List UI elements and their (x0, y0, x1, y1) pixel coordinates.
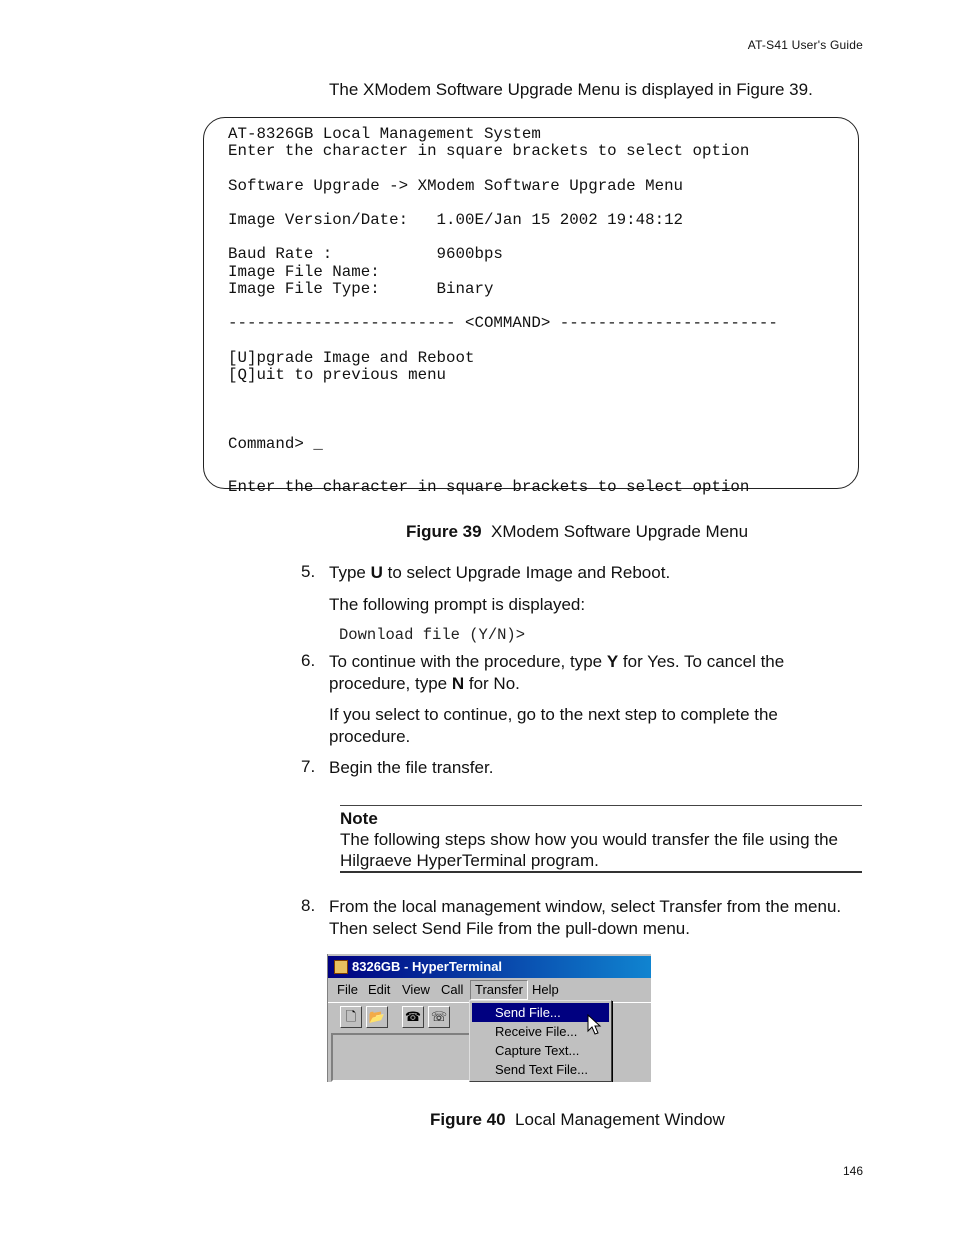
step-5-text (329, 562, 869, 584)
terminal-line: Image Version/Date: 1.00E/Jan 15 2002 19:48:12 (228, 211, 684, 230)
note-text: The following steps show how you would transfer the file using the Hilgraeve HyperTerminal program. (340, 830, 838, 870)
figure-label: Figure 39 (406, 522, 482, 541)
step-8-text: From the local management window, select Transfer from the menu. Then select Send File from the pull-down menu. (329, 897, 842, 938)
figure-title: Local Management Window (515, 1110, 725, 1129)
terminal-line: Image File Name: (228, 262, 380, 281)
call-phone-icon[interactable]: ☎ (402, 1006, 424, 1028)
step-text-part: to select Upgrade Image and Reboot. (382, 563, 671, 582)
step-number: 8. (301, 896, 316, 915)
transfer-dropdown-menu (469, 1000, 612, 1082)
terminal-line: Enter the character in square brackets to select option (228, 142, 750, 161)
step-text-part: for No. (464, 674, 520, 693)
step-7-text: Begin the file transfer. (329, 758, 494, 777)
terminal-screen-text (228, 126, 778, 496)
terminal-line: Image File Type: Binary (228, 279, 494, 298)
terminal-line: Enter the character in square brackets to select option (228, 478, 750, 497)
hangup-phone-icon[interactable]: ☏ (428, 1006, 450, 1028)
step-text-part: To continue with the procedure, type (329, 652, 607, 671)
step-number: 5. (301, 562, 316, 581)
terminal-client-area[interactable] (331, 1033, 481, 1082)
key-u: U (370, 563, 383, 582)
open-folder-icon[interactable]: 📂 (366, 1006, 388, 1028)
page-number: 146 (842, 1164, 863, 1178)
menu-transfer[interactable]: Transfer (470, 980, 528, 1000)
figure-40-caption (430, 1110, 725, 1130)
step-6-follow: If you select to continue, go to the next step to complete the procedure. (329, 705, 778, 746)
step-number: 6. (301, 651, 316, 670)
terminal-line: Software Upgrade -> XModem Software Upgrade Menu (228, 176, 684, 195)
terminal-line: [U]pgrade Image and Reboot (228, 348, 475, 367)
terminal-line: [Q]uit to previous menu (228, 365, 447, 384)
figure-title: XModem Software Upgrade Menu (491, 522, 749, 541)
terminal-line: AT-8326GB Local Management System (228, 125, 541, 143)
step-6-text (329, 651, 809, 695)
figure-39-caption (406, 522, 748, 542)
menu-bar (328, 979, 651, 1001)
hyperterminal-window (325, 954, 651, 1082)
hyperterminal-app-icon (334, 960, 348, 974)
key-n: N (451, 674, 465, 693)
menu-help[interactable]: Help (532, 982, 559, 997)
step-text-part: for Yes. To cancel the procedure, type (329, 652, 785, 693)
menu-edit[interactable]: Edit (368, 982, 391, 997)
step-text-part: Type (329, 563, 371, 582)
terminal-line: Baud Rate : 9600bps (228, 245, 503, 264)
menu-item-capture-text[interactable]: Capture Text... (495, 1043, 580, 1058)
terminal-line: ------------------------ <COMMAND> ----------------------- (228, 314, 778, 333)
mouse-pointer-icon (587, 1014, 603, 1036)
key-y: Y (606, 652, 619, 671)
step-number: 7. (301, 757, 316, 776)
intro-paragraph: The XModem Software Upgrade Menu is displayed in Figure 39. (329, 80, 813, 99)
window-title: 8326GB - HyperTerminal (352, 959, 503, 974)
menu-file[interactable]: File (337, 982, 358, 997)
menu-view[interactable]: View (402, 982, 430, 997)
new-document-icon[interactable]: 🗋 (340, 1006, 362, 1028)
note-box (340, 805, 862, 873)
window-titlebar (328, 956, 651, 978)
prompt-code: Download file (Y/N)> (339, 626, 526, 644)
running-header: AT-S41 User's Guide (747, 38, 863, 52)
terminal-line: Command> _ (228, 434, 323, 453)
step-5-follow: The following prompt is displayed: (329, 595, 586, 614)
menu-item-send-text-file[interactable]: Send Text File... (495, 1062, 588, 1077)
figure-label: Figure 40 (430, 1110, 506, 1129)
menu-item-receive-file[interactable]: Receive File... (495, 1024, 578, 1039)
menu-call[interactable]: Call (441, 982, 464, 997)
note-title: Note (340, 809, 378, 828)
menu-item-send-file[interactable]: Send File... (472, 1003, 609, 1022)
